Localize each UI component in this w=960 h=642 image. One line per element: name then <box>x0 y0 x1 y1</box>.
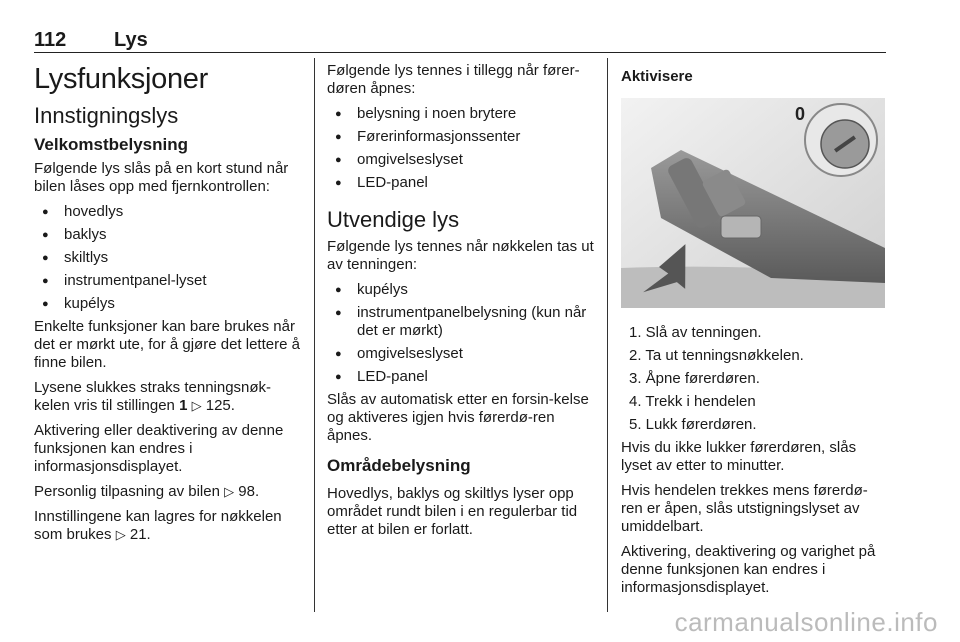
step-list <box>621 324 887 434</box>
paragraph: Aktivering, deaktivering og varighet på denne funksjonen kan endres i informasjonsdisplayet. <box>621 543 876 596</box>
paragraph: Slås av automatisk etter en forsin-kelse og aktiveres igjen hvis førerdø-ren åpnes. <box>327 391 589 444</box>
list-item: ● belysning i noen brytere <box>327 105 595 123</box>
column-3 <box>621 62 887 604</box>
paragraph: Følgende lys tennes i tillegg når fører-døren åpnes: <box>327 62 580 97</box>
lever-diagram-image <box>621 98 885 308</box>
heading-utvendige-lys: Utvendige lys <box>327 207 460 232</box>
list-item: 1. Slå av tenningen. <box>629 324 762 341</box>
section-title: Lys <box>114 29 148 51</box>
list-item: ● skiltlys <box>34 249 304 267</box>
page-title: Lysfunksjoner <box>34 63 208 95</box>
paragraph: Hvis du ikke lukker førerdøren, slås lyset av etter to minutter. <box>621 439 857 474</box>
paragraph: Hovedlys, baklys og skiltlys lyser opp området rundt bilen i en regulerbar tid etter at bilen er forlatt. <box>327 485 578 538</box>
page-header <box>34 28 886 53</box>
paragraph: Følgende lys slås på en kort stund når bilen låses opp med fjernkontrollen: <box>34 160 289 195</box>
page-number: 112 <box>34 29 67 51</box>
paragraph: Hvis hendelen trekkes mens førerdø-ren er åpen, slås utstigningslyset av umiddelbart. <box>621 482 868 535</box>
paragraph: Lysene slukkes straks tenningsnøk-kelen vris til stillingen 1 ▷ 125. <box>34 379 272 414</box>
paragraph: Følgende lys tennes når nøkkelen tas ut av tenningen: <box>327 238 594 273</box>
bullet-list <box>327 281 595 386</box>
column-2 <box>327 62 595 546</box>
list-item: 3. Åpne førerdøren. <box>629 370 760 387</box>
reference-arrow-icon: ▷ <box>115 527 126 542</box>
heading-innstigningslys: Innstigningslys <box>34 103 179 128</box>
list-item: 2. Ta ut tenningsnøkkelen. <box>629 347 804 364</box>
column-divider <box>314 58 315 612</box>
paragraph: Aktivering eller deaktivering av denne funksjonen kan endres i informasjonsdisplayet. <box>34 422 284 475</box>
list-item: ● instrumentpanel-lyset <box>34 272 304 290</box>
bullet-list <box>327 105 595 192</box>
column-1 <box>34 62 304 551</box>
list-item: ● instrumentpanelbelysning (kun når det er mørkt) <box>327 304 595 340</box>
list-item: ● LED-panel <box>327 368 595 386</box>
watermark: carmanualsonline.info <box>674 607 938 637</box>
list-item: ● Førerinformasjonssenter <box>327 128 595 146</box>
heading-velkomstbelysning: Velkomstbelysning <box>34 135 188 154</box>
list-item: ● kupélys <box>327 281 595 299</box>
column-divider <box>607 58 608 612</box>
bullet-list <box>34 203 304 313</box>
page-reference-link[interactable]: 98. <box>238 483 260 500</box>
heading-aktivisere: Aktivisere <box>621 68 693 85</box>
page-reference-link[interactable]: 125. <box>205 397 235 414</box>
list-item: ● kupélys <box>34 295 304 313</box>
light-switch-illustration <box>621 98 885 308</box>
paragraph: Enkelte funksjoner kan bare brukes når det er mørkt ute, for å gjøre det lettere å finne bilen. <box>34 318 300 371</box>
reference-arrow-icon: ▷ <box>224 484 235 499</box>
list-item: ● omgivelseslyset <box>327 151 595 169</box>
list-item: ● hovedlys <box>34 203 304 221</box>
list-item: 5. Lukk førerdøren. <box>629 416 757 433</box>
paragraph: Innstillingene kan lagres for nøkkelen som brukes ▷ 21. <box>34 508 282 543</box>
list-item: 4. Trekk i hendelen <box>629 393 756 410</box>
list-item: ● omgivelseslyset <box>327 345 595 363</box>
reference-arrow-icon: ▷ <box>191 398 202 413</box>
position-zero-label: 0 <box>795 104 806 124</box>
list-item: ● baklys <box>34 226 304 244</box>
page-reference-link[interactable]: 21. <box>129 526 151 543</box>
paragraph: Personlig tilpasning av bilen ▷ 98. <box>34 483 260 500</box>
heading-omradebelysning: Områdebelysning <box>327 456 471 475</box>
list-item: ● LED-panel <box>327 174 595 192</box>
